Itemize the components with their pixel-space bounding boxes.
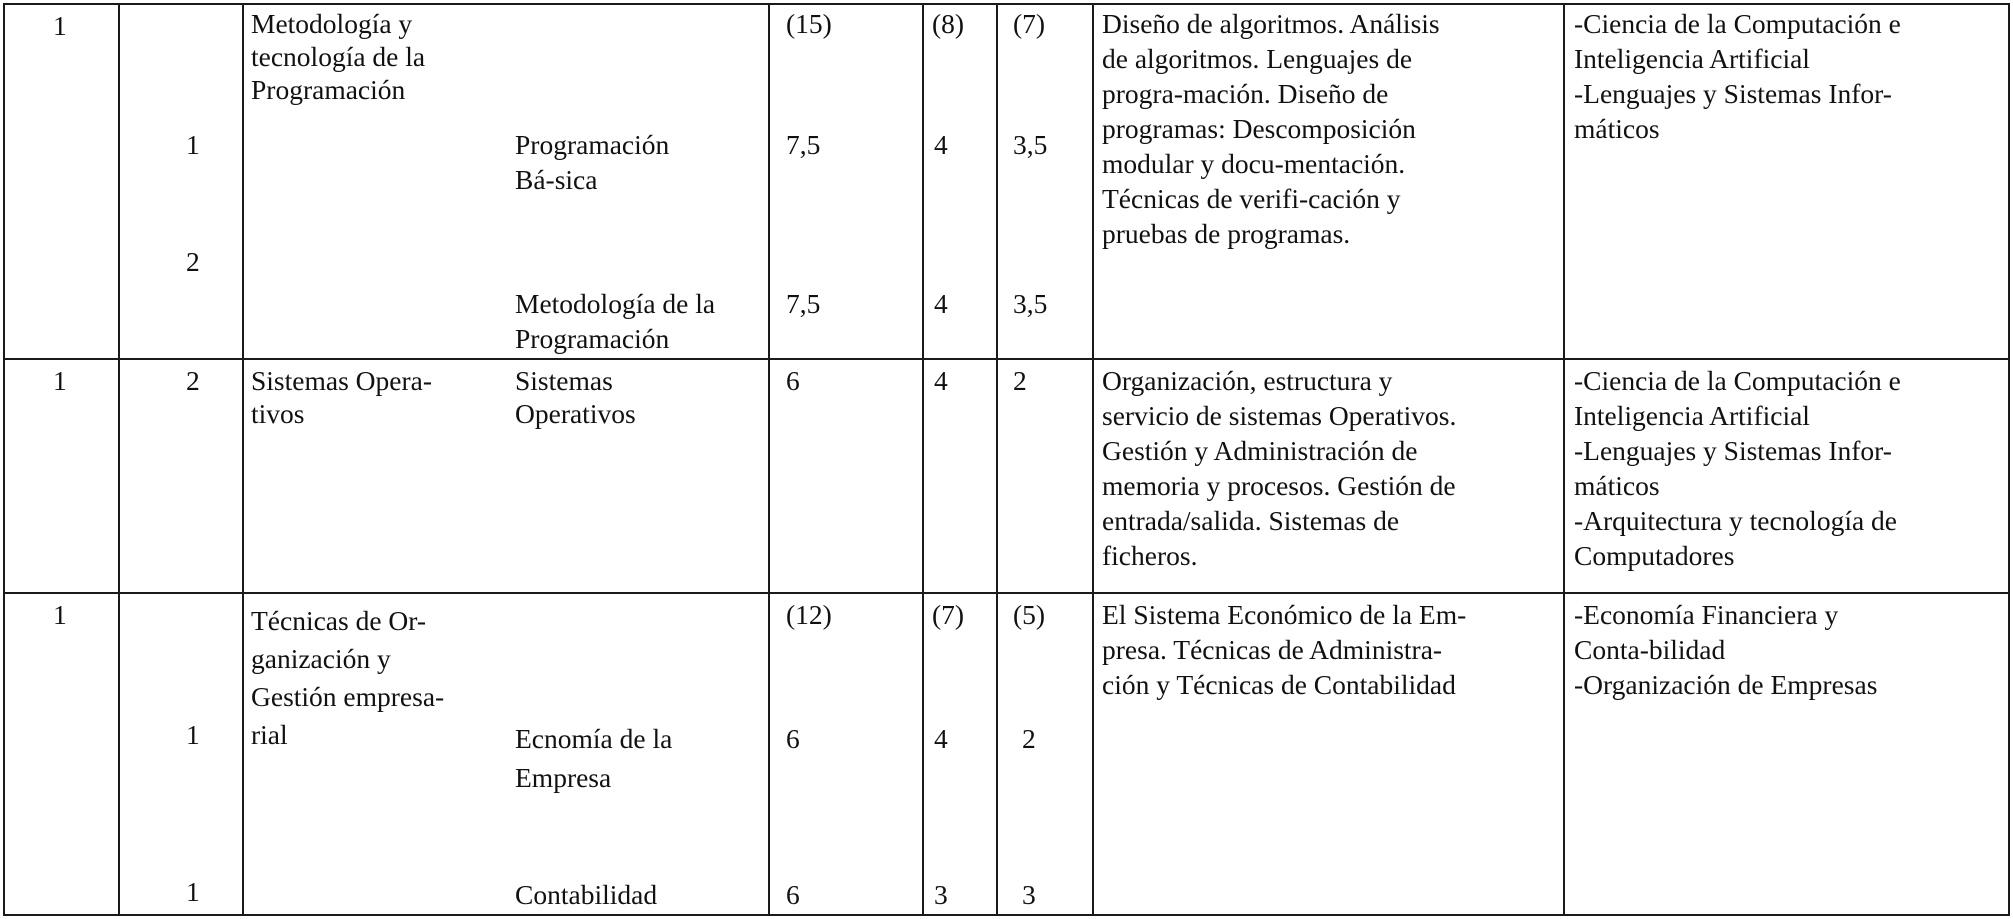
materia-line: ganización y bbox=[251, 643, 391, 674]
cuatrimestre-cell: 2 bbox=[186, 365, 200, 396]
descriptor-line: entrada/salida. Sistemas de bbox=[1102, 505, 1400, 536]
cuatrimestre-cell: 1 bbox=[186, 719, 200, 750]
area-line: Conta-bilidad bbox=[1574, 634, 1726, 665]
column-separator bbox=[768, 3, 770, 916]
column-separator bbox=[242, 3, 244, 916]
creditos-practicos: 2 bbox=[1022, 723, 1036, 754]
materia-line: Metodología y bbox=[251, 8, 413, 39]
asignatura-line: Programación bbox=[515, 323, 670, 354]
asignatura-line: Sistemas bbox=[515, 365, 613, 396]
creditos-practicos: 3,5 bbox=[1013, 129, 1048, 160]
cuatrimestre-cell: 2 bbox=[186, 246, 200, 277]
column-separator bbox=[3, 3, 5, 916]
curso-cell: 1 bbox=[53, 365, 67, 396]
area-line: Computadores bbox=[1574, 540, 1735, 571]
curso-cell: 1 bbox=[53, 10, 67, 41]
materia-line: Sistemas Opera- bbox=[251, 365, 432, 396]
creditos-teoricos: (8) bbox=[932, 8, 965, 39]
descriptor-line: programas: Descomposición bbox=[1102, 113, 1416, 144]
column-separator bbox=[118, 3, 120, 916]
table-border-bottom bbox=[3, 914, 2010, 916]
asignatura-line: Ecnomía de la bbox=[515, 723, 673, 754]
creditos-teoricos: 4 bbox=[934, 129, 948, 160]
area-line: -Ciencia de la Computación e bbox=[1574, 8, 1901, 39]
area-line: -Ciencia de la Computación e bbox=[1574, 365, 1901, 396]
creditos-teoricos: 4 bbox=[934, 365, 948, 396]
materia-line: Gestión empresa- bbox=[251, 681, 445, 712]
descriptor-line: presa. Técnicas de Administra- bbox=[1102, 634, 1443, 665]
creditos-teoricos: (7) bbox=[932, 599, 965, 630]
asignatura-line: Bá-sica bbox=[515, 164, 598, 195]
creditos-teoricos: 3 bbox=[934, 879, 948, 910]
creditos-practicos: 3 bbox=[1022, 879, 1036, 910]
materia-line: tecnología de la bbox=[251, 41, 426, 72]
materia-line: tivos bbox=[251, 398, 305, 429]
creditos-practicos: (5) bbox=[1013, 599, 1046, 630]
creditos-practicos: (7) bbox=[1013, 8, 1046, 39]
creditos-total: (15) bbox=[786, 8, 832, 39]
area-line: máticos bbox=[1574, 113, 1660, 144]
descriptor-line: ficheros. bbox=[1102, 540, 1198, 571]
descriptor-line: memoria y procesos. Gestión de bbox=[1102, 470, 1456, 501]
area-line: -Lenguajes y Sistemas Infor- bbox=[1574, 435, 1892, 466]
area-line: máticos bbox=[1574, 470, 1660, 501]
descriptor-line: Técnicas de verifi-cación y bbox=[1102, 183, 1401, 214]
descriptor-line: ción y Técnicas de Contabilidad bbox=[1102, 669, 1456, 700]
descriptor-line: Organización, estructura y bbox=[1102, 365, 1393, 396]
curso-cell: 1 bbox=[53, 599, 67, 630]
area-line: Inteligencia Artificial bbox=[1574, 43, 1810, 74]
creditos-teoricos: 4 bbox=[934, 288, 948, 319]
area-line: -Organización de Empresas bbox=[1574, 669, 1878, 700]
row-separator bbox=[3, 358, 2010, 360]
creditos-total: 7,5 bbox=[786, 129, 821, 160]
creditos-total: 6 bbox=[786, 365, 800, 396]
materia-line: Programación bbox=[251, 74, 406, 105]
descriptor-line: progra-mación. Diseño de bbox=[1102, 78, 1389, 109]
column-separator bbox=[1563, 3, 1565, 916]
table-border-right bbox=[2008, 3, 2010, 916]
column-separator bbox=[922, 3, 924, 916]
creditos-teoricos: 4 bbox=[934, 723, 948, 754]
asignatura-line: Empresa bbox=[515, 762, 612, 793]
descriptor-line: modular y docu-mentación. bbox=[1102, 148, 1406, 179]
column-separator bbox=[1092, 3, 1094, 916]
table-border-top bbox=[3, 3, 2010, 5]
descriptor-line: servicio de sistemas Operativos. bbox=[1102, 400, 1457, 431]
asignatura-line: Operativos bbox=[515, 398, 636, 429]
creditos-total: 6 bbox=[786, 879, 800, 910]
creditos-total: 6 bbox=[786, 723, 800, 754]
cuatrimestre-cell: 1 bbox=[186, 129, 200, 160]
creditos-total: (12) bbox=[786, 599, 832, 630]
cuatrimestre-cell: 1 bbox=[186, 876, 200, 907]
materia-line: Técnicas de Or- bbox=[251, 605, 427, 636]
asignatura-line: Metodología de la bbox=[515, 288, 716, 319]
creditos-practicos: 2 bbox=[1013, 365, 1027, 396]
area-line: -Lenguajes y Sistemas Infor- bbox=[1574, 78, 1892, 109]
row-separator bbox=[3, 592, 2010, 594]
area-line: -Economía Financiera y bbox=[1574, 599, 1839, 630]
descriptor-line: Diseño de algoritmos. Análisis bbox=[1102, 8, 1440, 39]
descriptor-line: Gestión y Administración de bbox=[1102, 435, 1418, 466]
materia-line: rial bbox=[251, 719, 288, 750]
descriptor-line: El Sistema Económico de la Em- bbox=[1102, 599, 1467, 630]
creditos-total: 7,5 bbox=[786, 288, 821, 319]
descriptor-line: pruebas de programas. bbox=[1102, 218, 1351, 249]
creditos-practicos: 3,5 bbox=[1013, 288, 1048, 319]
asignatura-line: Contabilidad bbox=[515, 879, 658, 910]
column-separator bbox=[996, 3, 998, 916]
area-line: Inteligencia Artificial bbox=[1574, 400, 1810, 431]
descriptor-line: de algoritmos. Lenguajes de bbox=[1102, 43, 1413, 74]
asignatura-line: Programación bbox=[515, 129, 670, 160]
area-line: -Arquitectura y tecnología de bbox=[1574, 505, 1897, 536]
